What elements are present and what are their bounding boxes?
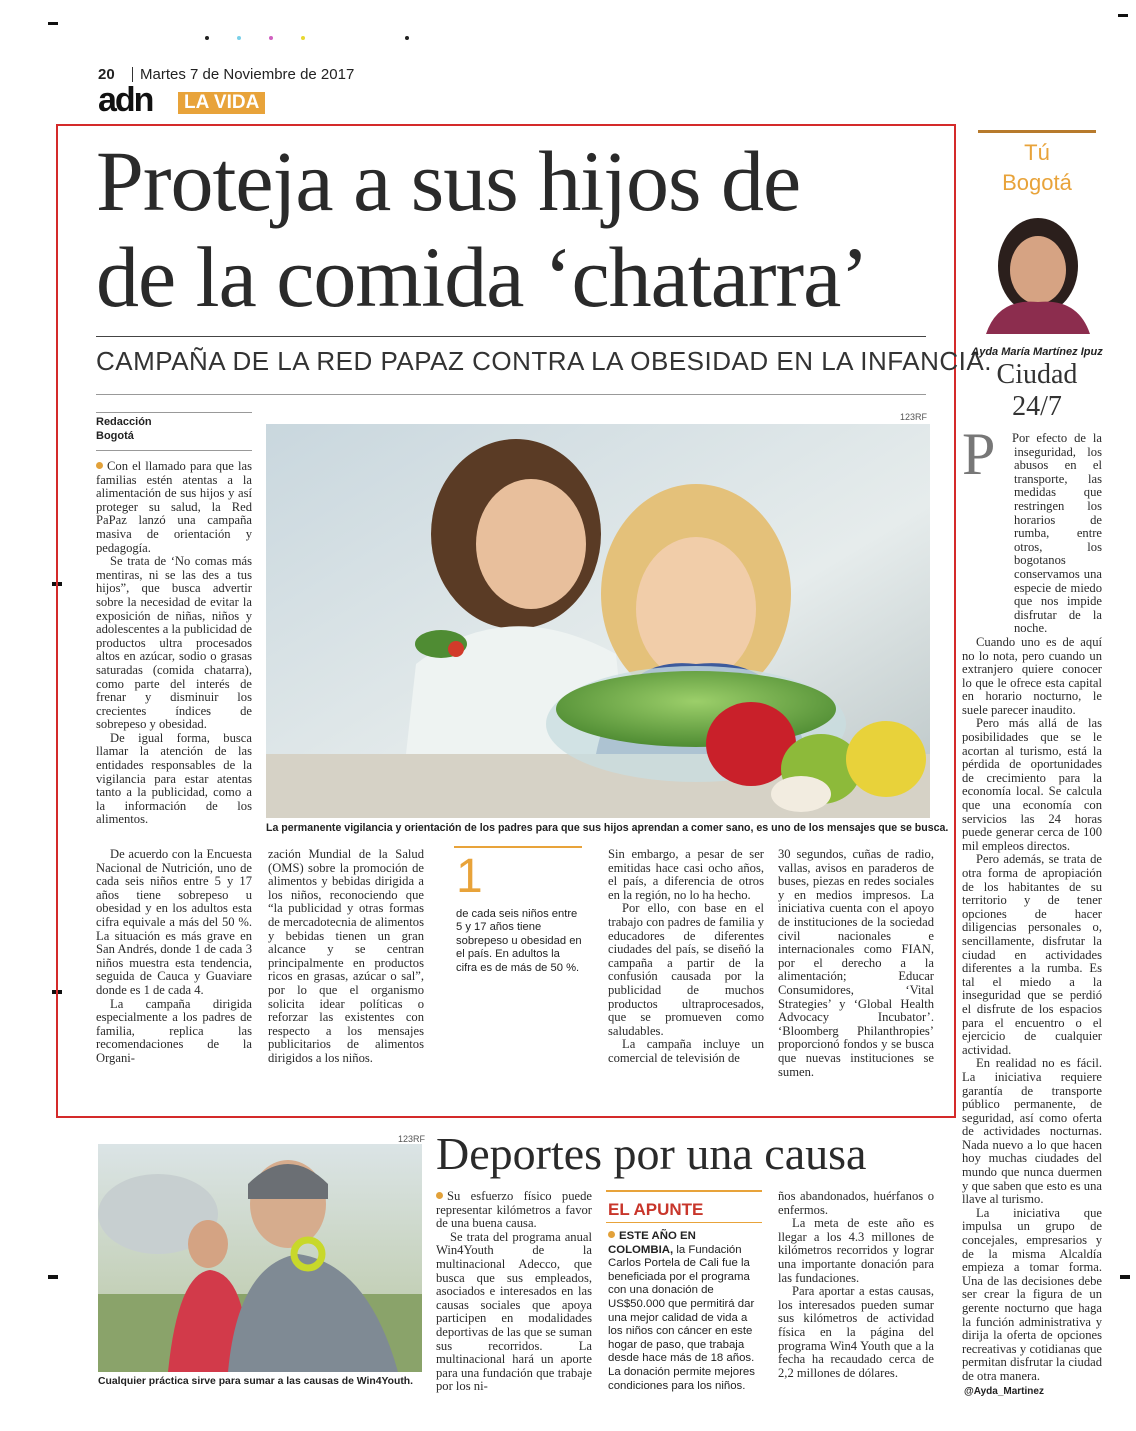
sidebar-title-1: Ciudad xyxy=(996,359,1078,390)
photo-caption: La permanente vigilancia y orientación de los padres para que sus hijos aprendan a comer sano, es uno de los mensajes que se busca. xyxy=(266,822,949,834)
scan-mark xyxy=(1118,14,1128,17)
stat-rule xyxy=(454,846,582,848)
subtitle: CAMPAÑA DE LA RED PAPAZ CONTRA LA OBESIDAD EN LA INFANCIA. xyxy=(96,346,992,376)
article-column-2: zación Mundial de la Salud (OMS) sobre la promoción de alimentos y bebidas dirigida a los niños, reconociendo que “la publicidad y otras formas de mercadotecnia de alimentos y bebidas tienen un gran alcance y se centran principalmente en productos ricos en grasas, azúcar o sal”, por lo que el organismo solicita idear políticas o reforzar las existentes con respecto a los mensajes publicitarios de alimentos dirigidos a los niños. xyxy=(268,847,424,1065)
byline-rule xyxy=(96,412,252,413)
scan-mark xyxy=(48,1275,58,1279)
apunte-text: la Fundación Carlos Portela de Cali fue la beneficiada por el programa con una donación de US$50.000 que permitirá dar una mejor calidad de vida a los niños con cáncer en este hogar de paso, que trabaja desde hace más de 18 años. La donación permite mejores condiciones para los niños. xyxy=(608,1243,755,1392)
page-number: 20 xyxy=(98,66,115,83)
sidebar-lead: Por efecto de la inseguridad, los abusos en el transporte, las medidas que restringen los horarios de rumba, entre otros, los bogotanos conservamos una especie de miedo que nos impide disfrutar de la noche. xyxy=(1012,431,1102,636)
bullet-icon xyxy=(96,462,103,469)
headline-rule xyxy=(96,336,926,337)
apunte-top-rule xyxy=(606,1190,762,1192)
photo-credit: 123RF xyxy=(900,412,928,422)
adn-logo: adn xyxy=(98,81,153,119)
apunte-label: EL APUNTE xyxy=(608,1200,704,1219)
article-column-4: Sin embargo, a pesar de ser emitidas hace casi ocho años, el país, a diferencia de otros en la región, no lo ha hecho. Por ello, con base en el trabajo con padres de familia y educadores de diferentes ciudades del país, se diseñó la campaña a partir de la confusión causada por la publicidad de muchos productos ultraprocesados, que se promueven como saludables. La campaña incluye un comercial de televisión de xyxy=(608,847,764,1065)
author-portrait xyxy=(978,198,1096,334)
apunte-bottom-rule xyxy=(606,1222,762,1223)
scan-mark xyxy=(1120,1275,1130,1279)
sidebar-kicker-1: Tú xyxy=(1024,140,1050,165)
header-divider xyxy=(132,67,133,82)
stat-box xyxy=(454,846,582,990)
author-photo xyxy=(978,198,1096,334)
stat-number: 1 xyxy=(456,850,483,903)
bullet-icon xyxy=(608,1231,615,1238)
runners-illustration xyxy=(98,1144,422,1372)
scan-mark xyxy=(48,22,58,25)
headline-line-1: Proteja a sus hijos de xyxy=(96,133,801,229)
drop-cap: P xyxy=(962,421,996,487)
sports-photo-caption: Cualquier práctica sirve para sumar a las causas de Win4Youth. xyxy=(98,1376,414,1387)
sports-column-1: Su esfuerzo físico puede representar kilómetros a favor de una buena causa. Se trata del programa anual Win4Youth de la multinacional Adecco, que busca que sus empleados, asociados e interesados en las causas sociales que apoya participen en modalidades deportivas de las que se suman sus recorridos. La multinacional hará un aporte para una fundación que trabaje por los ni- xyxy=(436,1189,592,1394)
article-column-1b: De acuerdo con la Encuesta Nacional de Nutrición, uno de cada seis niños entre 5 y 17 años tiene sobrepeso u obesidad y en los adultos esta cifra equivale a más del 50 %. La situación es más grave en San Andrés, donde 1 de cada 3 niños muestra esta tendencia, seguida de Cauca y Guaviare donde es 1 de cada 4. La campaña dirigida especialmente a los padres de familia, replica las recomendaciones de la Organi- xyxy=(96,847,252,1065)
section-label: LA VIDA xyxy=(178,92,265,114)
sports-photo-credit: 123RF xyxy=(398,1134,426,1144)
sidebar-column: Por efecto de la inseguridad, los abusos en el transporte, las medidas que restringen los horarios de rumba, entre otros, los bogotanos conservamos una especie de miedo que nos impide disfrutar de la noche. Cuando uno es de aquí no lo nota, pero cuando un extranjero quiere conocer lo que le ofrece esta capital en horario nocturno, le suele parecer inaudito. Pero más allá de las posibilidades que se le acortan al turismo, está la pérdida de oportunidades de crecimiento para la economía local. Se calcula que una economía con servicios las 24 horas puede generar cerca de 100 mil empleos directos. Pero además, se trata de otra forma de apropiación de los habitantes de su territorio y de tener opciones de hacer diligencias personales o, sencillamente, disfrutar la ciudad en actividades diferentes a la rumba. Es tal el miedo a la inseguridad que se perdió el disfrute de los espacios para el encuentro o el ejercicio de cualquier actividad. En realidad no es fácil. La iniciativa requiere garantía de transporte público permanente, de seguridad, así como oferta de actividades nocturnas. Nada nuevo a lo que hacen hoy muchas ciudades del mundo que nunca duermen y que saben que esto es una llave al turismo. La iniciativa que impulsa un grupo de concejales, empresarios y de la misma Alcaldía empieza a tomar forma. Una de las decisiones debe ser crear la figura de un gerente nocturno que haga la función administrativa y dirija la oferta de opciones recreativas y cotidianas que permitan disfrutar la ciudad de otra manera. xyxy=(962,431,1102,1383)
author-handle: @Ayda_Martinez xyxy=(964,1386,1044,1397)
stat-text: de cada seis niños entre 5 y 17 años tiene sobrepeso u obesidad en el país. En adultos la cifra es de más de 50 %. xyxy=(456,908,582,974)
sports-headline: Deportes por una causa xyxy=(436,1128,867,1179)
apunte-text-block xyxy=(608,1230,762,1393)
runners-photo xyxy=(98,1144,422,1372)
article-column-5: 30 segundos, cuñas de radio, vallas, avisos en paraderos de buses, piezas en redes sociales y en medios impresos. La iniciativa cuenta con el apoyo de instituciones de la sociedad civil nacionales e internacionales como FIAN, por el derecho a la alimentación; Educar Consumidores, ‘Vital Strategies’ y ‘Global Health Advocacy Incubator’. ‘Bloomberg Philanthropies’ proporcionó fondos y se busca que nuevas instituciones se sumen. xyxy=(778,847,934,1079)
registration-marks xyxy=(205,36,415,42)
headline-line-2: de la comida ‘chatarra’ xyxy=(96,229,868,325)
issue-date: Martes 7 de Noviembre de 2017 xyxy=(140,66,355,83)
byline-city: Bogotá xyxy=(96,430,134,442)
mother-daughter-salad-photo xyxy=(266,424,930,818)
article-column-1: Con el llamado para que las familias estén atentas a la alimentación de sus hijos y así proteger su salud, la Red PaPaz lanzó una campaña masiva de orientación y pedagogía. Se trata de ‘No comas más mentiras, ni se las des a tus hijos”, que busca advertir sobre la necesidad de evitar la exposición de niñas, niños y adolescentes a la publicidad de productos ultra procesados altos en azúcar, sodio o grasas saturadas (comida chatarra), como parte del interés de frenar y disminuir los crecientes índices de sobrepeso y obesidad. De igual forma, busca llamar la atención de las entidades responsables de la vigilancia para estar atentas tanto a la publicidad, como a la información de los alimentos. xyxy=(96,459,252,827)
apunte-lead: ESTE AÑO EN COLOMBIA, xyxy=(608,1230,696,1256)
photo-illustration xyxy=(266,424,930,818)
sidebar-author: Ayda María Martínez Ipuz xyxy=(971,346,1103,358)
sports-column-3: ños abandonados, huérfanos o enfermos. La meta de este año es llegar a los 4.3 millones de kilómetros recorridos y lograr una importante donación para las fundaciones. Para aportar a estas causas, los interesados pueden sumar sus kilómetros de actividad física en la página del programa Win4 Youth que a la fecha ha recaudado cerca de 2,2 millones de dólares. xyxy=(778,1189,934,1380)
bullet-icon xyxy=(436,1192,443,1199)
byline-rule-bottom xyxy=(96,450,252,451)
sidebar-title-2: 24/7 xyxy=(1012,391,1062,422)
sidebar-kicker-2: Bogotá xyxy=(1002,170,1072,195)
byline-name: Redacción xyxy=(96,416,152,428)
sidebar-top-rule xyxy=(978,130,1096,133)
subtitle-rule xyxy=(96,394,926,395)
